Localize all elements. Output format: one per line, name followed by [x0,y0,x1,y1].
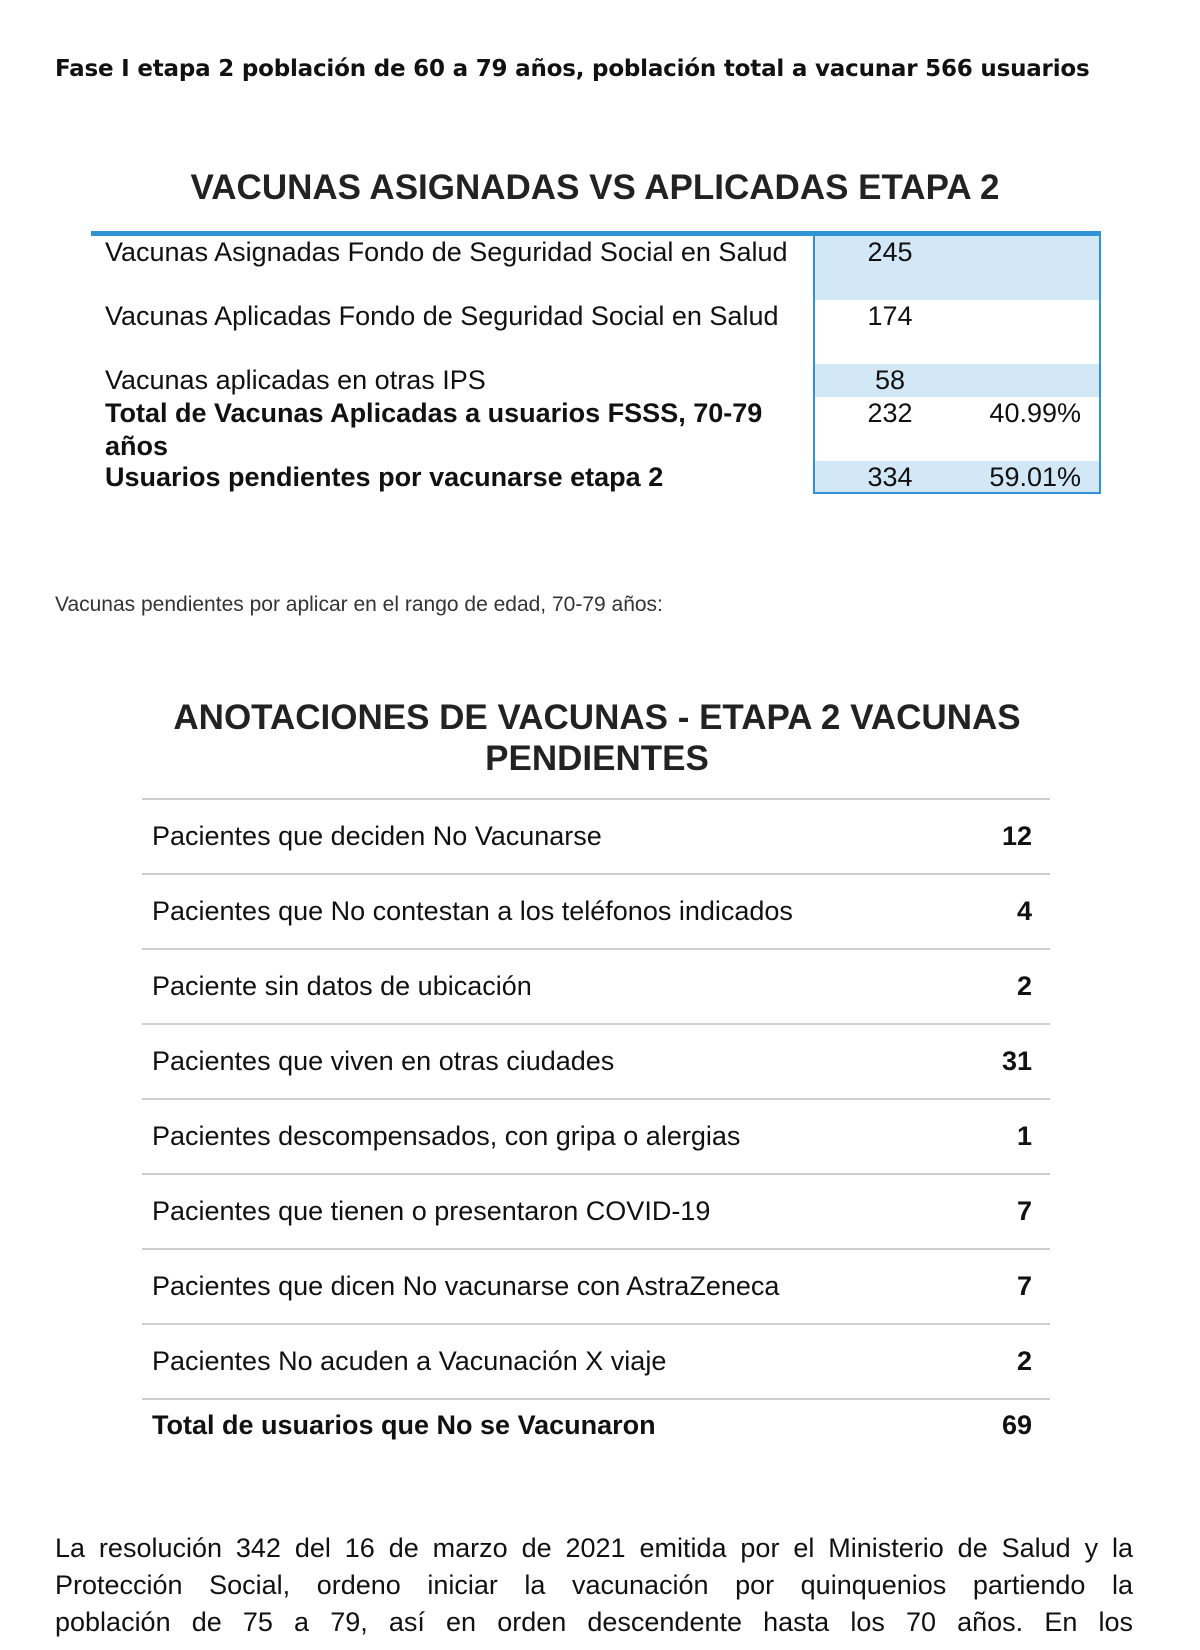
paragraph-line: La resolución 342 del 16 de marzo de 2021 emitida por el Ministerio de Salud y la [55,1533,1133,1563]
table-row [91,364,1101,397]
table-row [142,948,1050,1023]
table-row [142,873,1050,948]
table-row [142,1023,1050,1098]
total-label: Total de usuarios que No se Vacunaron [152,1409,656,1440]
row-label: Pacientes descompensados, con gripa o alergias [152,1121,741,1151]
row-value: 7 [1016,1271,1032,1301]
total-value: 69 [1001,1409,1032,1440]
page-heading: Fase I etapa 2 población de 60 a 79 años, población total a vacunar 566 usuarios [55,56,1090,82]
pending-annotations-table [142,798,1050,1450]
row-value: 232 [867,398,913,428]
row-percent [965,364,1099,397]
row-label: Pacientes que deciden No Vacunarse [152,821,602,851]
row-value: 2 [1016,1346,1032,1376]
row-label: Total de Vacunas Aplicadas a usuarios FSSS, 70-79 años [105,398,763,461]
vaccines-assigned-table [91,231,1101,494]
row-value: 245 [867,237,913,267]
row-percent: 59.01% [989,462,1081,492]
row-label: Vacunas aplicadas en otras IPS [105,365,486,395]
table-row [142,1248,1050,1323]
row-value: 1 [1016,1121,1032,1151]
table-row [142,1323,1050,1398]
paragraph-line: Protección Social, ordeno iniciar la vacunación por quinquenios partiendo la [55,1570,1133,1600]
row-label: Pacientes que dicen No vacunarse con AstraZeneca [152,1271,780,1301]
table-row [91,300,1101,364]
row-label: Pacientes que tienen o presentaron COVID-19 [152,1196,711,1226]
row-value: 31 [1001,1046,1032,1076]
intro-text: Vacunas pendientes por aplicar en el rango de edad, 70-79 años: [55,593,663,616]
row-label: Usuarios pendientes por vacunarse etapa 2 [105,462,664,492]
row-value: 7 [1016,1196,1032,1226]
row-value: 58 [874,365,906,395]
table-row [142,798,1050,873]
row-percent [965,236,1099,300]
row-value: 2 [1016,971,1032,1001]
row-value: 12 [1001,821,1032,851]
paragraph-line: población de 75 a 79, así en orden descendente hasta los 70 años. En los [55,1607,1133,1637]
row-label: Pacientes que No contestan a los teléfonos indicados [152,896,793,926]
row-value: 4 [1016,896,1032,926]
row-percent: 40.99% [989,398,1081,428]
table-row [142,1173,1050,1248]
row-label: Pacientes No acuden a Vacunación X viaje [152,1346,667,1376]
row-label: Paciente sin datos de ubicación [152,971,532,1001]
row-value: 174 [867,301,913,331]
row-label: Vacunas Aplicadas Fondo de Seguridad Social en Salud [105,301,779,331]
table-row [91,461,1101,494]
table-row [91,236,1101,300]
table-row [91,397,1101,461]
row-percent [965,300,1099,364]
table2-title: ANOTACIONES DE VACUNAS - ETAPA 2 VACUNAS PENDIENTES [173,698,1021,778]
row-label: Vacunas Asignadas Fondo de Seguridad Social en Salud [105,237,788,267]
closing-paragraph [55,1530,1133,1641]
row-value: 334 [867,462,913,492]
total-row [142,1398,1050,1450]
row-label: Pacientes que viven en otras ciudades [152,1046,615,1076]
table-row [142,1098,1050,1173]
table1-title: VACUNAS ASIGNADAS VS APLICADAS ETAPA 2 [190,168,1000,207]
